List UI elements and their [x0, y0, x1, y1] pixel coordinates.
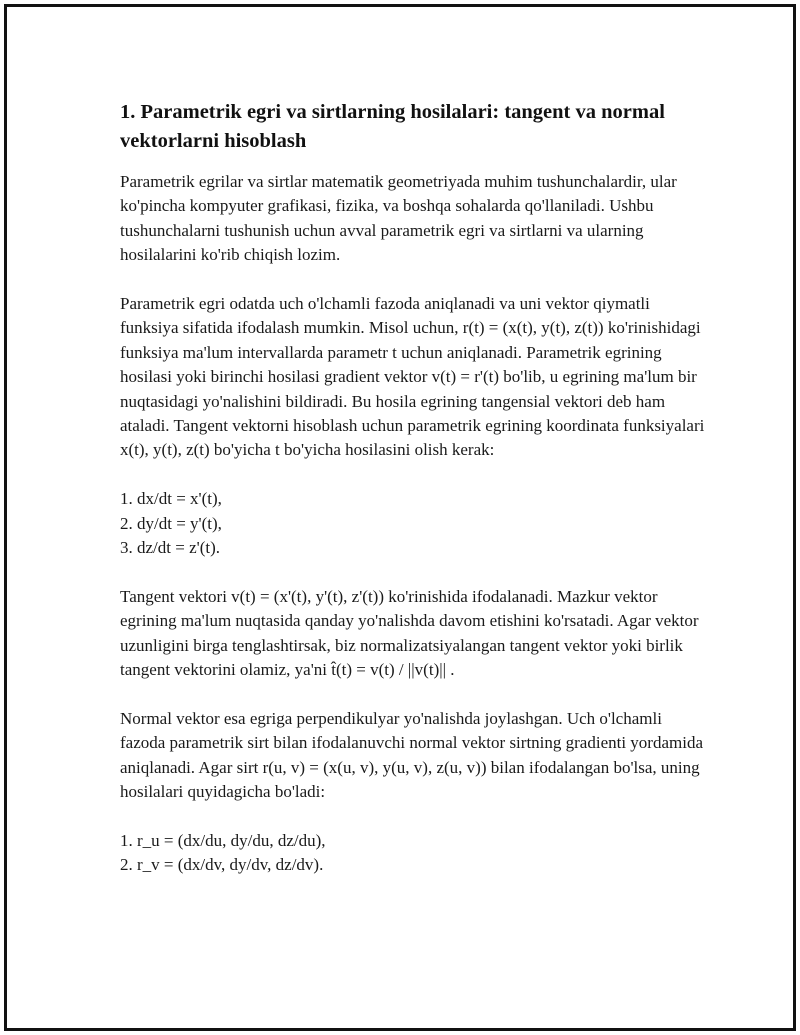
- list-item: 1. dx/dt = x'(t),: [120, 489, 222, 509]
- document-title: 1. Parametrik egri va sirtlarning hosilalari: tangent va normal vektorlarni hisoblash: [120, 101, 665, 152]
- list-item: 3. dz/dt = z'(t).: [120, 538, 220, 558]
- surface-derivatives-list: [120, 829, 710, 878]
- page-frame: [4, 4, 796, 1031]
- paragraph-intro: Parametrik egrilar va sirtlar matematik geometriyada muhim tushunchalardir, ular ko'pincha kompyuter grafikasi, fizika, va boshqa sohalarda qo'llaniladi. Ushbu tushunchalarni tushunish uchun avval parametrik egri va sirtlarni va ularning hosilalarini ko'rib chiqish lozim.: [120, 172, 677, 265]
- list-item: 2. r_v = (dx/dv, dy/dv, dz/dv).: [120, 855, 324, 875]
- list-item: 1. r_u = (dx/du, dy/du, dz/du),: [120, 830, 326, 850]
- list-item: 2. dy/dt = y'(t),: [120, 513, 222, 533]
- paragraph-parametric-curve: Parametrik egri odatda uch o'lchamli fazoda aniqlanadi va uni vektor qiymatli funksiya sifatida ifodalash mumkin. Misol uchun, r(t) = (x(t), y(t), z(t)) ko'rinishidagi funksiya ma'lum intervallarda parametr t uchun aniqlanadi. Parametrik egrining hosilasi yoki birinchi hosilasi gradient vektor v(t) = r'(t) bo'lib, u egrining ma'lum bir nuqtasidagi yo'nalishini bildiradi. Bu hosila egrining tangensial vektori deb ham ataladi. Tangent vektorni hisoblash uchun parametrik egrining koordinata funksiyalari x(t), y(t), z(t) bo'yicha t bo'yicha hosilasini olish kerak:: [120, 294, 705, 460]
- document-body: [120, 98, 710, 902]
- derivatives-list: [120, 487, 710, 560]
- paragraph-normal-vector: Normal vektor esa egriga perpendikulyar yo'nalishda joylashgan. Uch o'lchamli fazoda parametrik sirt bilan ifodalanuvchi normal vektor sirtning gradienti yordamida aniqlanadi. Agar sirt r(u, v) = (x(u, v), y(u, v), z(u, v)) bilan ifodalangan bo'lsa, uning hosilalari quyidagicha bo'ladi:: [120, 708, 704, 802]
- paragraph-tangent-vector: Tangent vektori v(t) = (x'(t), y'(t), z'(t)) ko'rinishida ifodalanadi. Mazkur vektor egrining ma'lum nuqtasida qanday yo'nalishda davom etishini ko'rsatadi. Agar vektor uzunligini birga tenglashtirsak, biz normalizatsiyalangan tangent vektor yoki birlik tangent vektorini olamiz, ya'ni t̂(t) = v(t) / ||v(t)|| .: [120, 586, 699, 680]
